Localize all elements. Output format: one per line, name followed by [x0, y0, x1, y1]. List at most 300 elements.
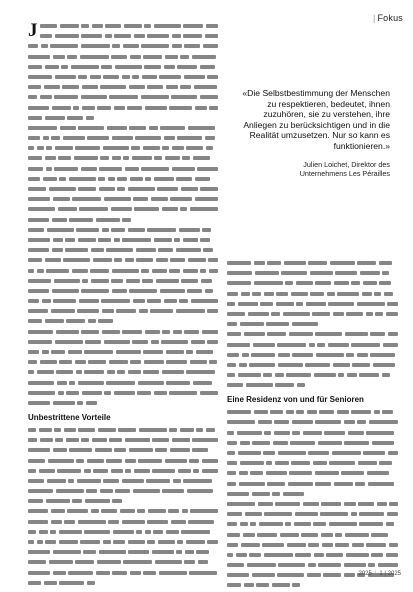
word-glyph: [143, 370, 159, 374]
word-glyph: [28, 350, 39, 354]
word-glyph: [200, 238, 210, 242]
word-glyph: [227, 573, 249, 577]
word-glyph: [191, 340, 205, 344]
word-glyph: [59, 540, 78, 544]
text-line: [227, 381, 398, 389]
word-glyph: [68, 350, 82, 354]
word-glyph: [28, 469, 36, 473]
word-glyph: [139, 428, 167, 432]
word-glyph: [28, 391, 55, 395]
word-glyph: [52, 248, 63, 252]
word-glyph: [63, 136, 85, 140]
word-glyph: [86, 489, 97, 493]
word-glyph: [307, 573, 321, 577]
word-glyph: [28, 530, 36, 534]
word-glyph: [72, 197, 101, 201]
text-line: [227, 439, 398, 447]
word-glyph: [66, 438, 79, 442]
word-glyph: [77, 401, 83, 405]
word-glyph: [260, 302, 273, 306]
word-glyph: [209, 269, 218, 273]
word-glyph: [159, 571, 187, 575]
word-glyph: [188, 126, 215, 130]
word-glyph: [53, 55, 65, 59]
word-glyph: [114, 258, 122, 262]
word-glyph: [81, 438, 89, 442]
text-line: [28, 256, 218, 264]
word-glyph: [190, 207, 219, 211]
word-glyph: [315, 482, 331, 486]
word-glyph: [227, 373, 235, 377]
text-line: [28, 426, 218, 434]
word-glyph: [28, 167, 43, 171]
text-line: [28, 317, 218, 325]
word-glyph: [319, 410, 334, 414]
word-glyph: [329, 522, 357, 526]
word-glyph: [141, 95, 169, 99]
word-glyph: [143, 146, 160, 150]
word-glyph: [69, 218, 93, 222]
word-glyph: [227, 461, 237, 465]
word-glyph: [147, 520, 168, 524]
word-glyph: [125, 438, 150, 442]
body-text-block: [28, 22, 218, 407]
word-glyph: [255, 271, 279, 275]
word-glyph: [187, 489, 213, 493]
word-glyph: [28, 146, 34, 150]
word-glyph: [131, 146, 140, 150]
word-glyph: [315, 420, 341, 424]
word-glyph: [103, 75, 119, 79]
word-glyph: [310, 271, 333, 275]
word-glyph: [176, 550, 182, 554]
word-glyph: [105, 24, 121, 28]
word-glyph: [53, 197, 70, 201]
word-glyph: [296, 410, 304, 414]
word-glyph: [248, 312, 269, 316]
word-glyph: [87, 459, 104, 463]
word-glyph: [39, 428, 52, 432]
word-glyph: [122, 218, 131, 222]
text-line: [28, 154, 218, 162]
word-glyph: [321, 502, 341, 506]
text-line: [28, 467, 218, 475]
word-glyph: [227, 302, 235, 306]
word-glyph: [362, 292, 372, 296]
word-glyph: [227, 410, 251, 414]
word-glyph: [123, 560, 152, 564]
text-line: [28, 22, 218, 30]
word-glyph: [227, 281, 251, 285]
word-glyph: [309, 343, 315, 347]
word-glyph: [155, 560, 182, 564]
word-glyph: [296, 302, 303, 306]
word-glyph: [97, 106, 111, 110]
word-glyph: [49, 560, 73, 564]
word-glyph: [181, 279, 198, 283]
word-glyph: [104, 340, 130, 344]
word-glyph: [159, 75, 181, 79]
word-glyph: [141, 167, 169, 171]
word-glyph: [123, 44, 139, 48]
word-glyph: [386, 553, 399, 557]
word-glyph: [37, 370, 54, 374]
word-glyph: [122, 520, 145, 524]
word-glyph: [128, 228, 145, 232]
word-glyph: [370, 332, 385, 336]
text-line: [227, 408, 398, 416]
word-glyph: [53, 299, 76, 303]
word-glyph: [267, 482, 285, 486]
word-glyph: [308, 451, 329, 455]
word-glyph: [383, 343, 399, 347]
word-glyph: [264, 292, 274, 296]
word-glyph: [78, 75, 87, 79]
word-glyph: [28, 116, 42, 120]
word-glyph: [238, 451, 261, 455]
word-glyph: [132, 156, 152, 160]
word-glyph: [46, 146, 52, 150]
text-line: [28, 518, 218, 526]
word-glyph: [181, 530, 210, 534]
word-glyph: [53, 571, 66, 575]
word-glyph: [129, 85, 145, 89]
word-glyph: [183, 269, 198, 273]
word-glyph: [316, 353, 344, 357]
word-glyph: [114, 106, 125, 110]
word-glyph: [75, 560, 94, 564]
word-glyph: [186, 540, 205, 544]
word-glyph: [28, 520, 48, 524]
text-line: [227, 351, 398, 359]
word-glyph: [283, 492, 305, 496]
word-glyph: [291, 292, 308, 296]
word-glyph: [189, 571, 217, 575]
word-glyph: [278, 363, 303, 367]
word-glyph: [28, 106, 49, 110]
text-line: [28, 338, 218, 346]
word-glyph: [40, 95, 52, 99]
word-glyph: [241, 543, 260, 547]
word-glyph: [145, 330, 160, 334]
word-glyph: [69, 448, 92, 452]
word-glyph: [382, 271, 389, 275]
word-glyph: [200, 65, 215, 69]
word-glyph: [333, 312, 344, 316]
word-glyph: [108, 177, 115, 181]
word-glyph: [60, 24, 79, 28]
word-glyph: [58, 156, 71, 160]
word-glyph: [59, 581, 84, 585]
word-glyph: [84, 469, 91, 473]
word-glyph: [292, 353, 313, 357]
word-glyph: [28, 197, 50, 201]
word-glyph: [178, 469, 191, 473]
word-glyph: [100, 85, 126, 89]
word-glyph: [137, 509, 145, 513]
word-glyph: [28, 136, 40, 140]
word-glyph: [243, 533, 255, 537]
word-glyph: [200, 391, 219, 395]
word-glyph: [162, 489, 184, 493]
word-glyph: [180, 85, 191, 89]
word-glyph: [40, 360, 57, 364]
word-glyph: [170, 258, 185, 262]
text-line: [28, 389, 218, 397]
word-glyph: [341, 471, 364, 475]
word-glyph: [227, 431, 234, 435]
word-glyph: [239, 482, 265, 486]
word-glyph: [263, 373, 272, 377]
word-glyph: [135, 136, 161, 140]
word-glyph: [109, 360, 128, 364]
word-glyph: [50, 530, 56, 534]
word-glyph: [313, 461, 327, 465]
word-glyph: [292, 322, 318, 326]
word-glyph: [88, 319, 96, 323]
word-glyph: [266, 461, 272, 465]
word-glyph: [82, 85, 98, 89]
word-glyph: [81, 44, 110, 48]
word-glyph: [147, 540, 155, 544]
word-glyph: [160, 126, 185, 130]
word-glyph: [227, 261, 251, 265]
word-glyph: [276, 302, 294, 306]
word-glyph: [202, 469, 219, 473]
word-glyph: [28, 340, 52, 344]
word-glyph: [58, 207, 77, 211]
text-line: [28, 348, 218, 356]
word-glyph: [40, 34, 52, 38]
text-line: [28, 114, 218, 122]
word-glyph: [28, 401, 50, 405]
word-glyph: [250, 471, 263, 475]
word-glyph: [176, 177, 192, 181]
word-glyph: [78, 126, 104, 130]
word-glyph: [274, 431, 290, 435]
word-glyph: [42, 299, 51, 303]
word-glyph: [374, 410, 380, 414]
word-glyph: [128, 370, 141, 374]
word-glyph: [296, 281, 313, 285]
word-glyph: [145, 177, 151, 181]
text-line: [227, 341, 398, 349]
word-glyph: [180, 55, 189, 59]
word-glyph: [81, 289, 109, 293]
word-glyph: [277, 573, 304, 577]
word-glyph: [128, 187, 155, 191]
word-glyph: [56, 370, 73, 374]
word-glyph: [132, 75, 139, 79]
word-glyph: [305, 363, 330, 367]
word-glyph: [158, 540, 175, 544]
text-line: [28, 477, 218, 485]
word-glyph: [50, 44, 78, 48]
word-glyph: [289, 471, 312, 475]
word-glyph: [285, 281, 293, 285]
word-glyph: [98, 238, 111, 242]
word-glyph: [44, 85, 60, 89]
word-glyph: [28, 540, 34, 544]
word-glyph: [227, 553, 233, 557]
word-glyph: [387, 302, 398, 306]
word-glyph: [161, 340, 188, 344]
word-glyph: [112, 269, 139, 273]
text-line: [227, 279, 398, 287]
word-glyph: [120, 509, 135, 513]
word-glyph: [28, 65, 42, 69]
word-glyph: [130, 55, 141, 59]
word-glyph: [99, 550, 126, 554]
word-glyph: [176, 309, 205, 313]
word-glyph: [389, 502, 398, 506]
text-line: [28, 558, 218, 566]
word-glyph: [125, 459, 136, 463]
word-glyph: [245, 512, 262, 516]
word-glyph: [162, 370, 184, 374]
word-glyph: [136, 248, 156, 252]
word-glyph: [125, 469, 131, 473]
word-glyph: [303, 431, 322, 435]
word-glyph: [114, 238, 120, 242]
word-glyph: [156, 279, 179, 283]
word-glyph: [264, 431, 271, 435]
word-glyph: [28, 381, 54, 385]
word-glyph: [191, 299, 219, 303]
word-glyph: [370, 353, 395, 357]
word-glyph: [321, 533, 333, 537]
word-glyph: [80, 55, 109, 59]
word-glyph: [285, 522, 291, 526]
word-glyph: [275, 373, 284, 377]
word-glyph: [81, 95, 107, 99]
word-glyph: [73, 106, 79, 110]
word-glyph: [200, 187, 218, 191]
word-glyph: [67, 116, 83, 120]
word-glyph: [257, 533, 277, 537]
word-glyph: [141, 269, 149, 273]
text-line: [28, 457, 218, 465]
word-glyph: [130, 360, 141, 364]
text-line: [227, 581, 398, 589]
word-glyph: [344, 420, 355, 424]
word-glyph: [138, 459, 162, 463]
text-line: [227, 490, 398, 498]
word-glyph: [227, 343, 250, 347]
word-glyph: [344, 502, 356, 506]
word-glyph: [266, 471, 287, 475]
word-glyph: [45, 116, 65, 120]
word-glyph: [264, 512, 292, 516]
word-glyph: [146, 479, 170, 483]
text-line: [28, 297, 218, 305]
word-glyph: [337, 410, 349, 414]
text-line: [28, 175, 218, 183]
word-glyph: [379, 461, 392, 465]
word-glyph: [334, 281, 349, 285]
word-glyph: [45, 258, 61, 262]
word-glyph: [359, 522, 383, 526]
word-glyph: [51, 309, 75, 313]
word-glyph: [359, 373, 379, 377]
word-glyph: [360, 271, 380, 275]
word-glyph: [117, 187, 125, 191]
word-glyph: [154, 177, 174, 181]
text-line: [28, 368, 218, 376]
word-glyph: [315, 281, 331, 285]
word-glyph: [262, 543, 284, 547]
word-glyph: [366, 431, 394, 435]
word-glyph: [352, 543, 364, 547]
word-glyph: [207, 540, 218, 544]
word-glyph: [278, 563, 305, 567]
word-glyph: [78, 238, 96, 242]
word-glyph: [181, 187, 198, 191]
word-glyph: [351, 410, 371, 414]
word-glyph: [164, 136, 175, 140]
word-glyph: [172, 438, 190, 442]
left-column: [28, 22, 218, 589]
word-glyph: [108, 520, 119, 524]
word-glyph: [107, 126, 127, 130]
word-glyph: [171, 520, 186, 524]
word-glyph: [162, 330, 170, 334]
word-glyph: [192, 448, 208, 452]
word-glyph: [68, 571, 93, 575]
word-glyph: [96, 218, 120, 222]
subheading: Eine Residenz von und für Senioren: [227, 395, 364, 405]
word-glyph: [129, 126, 146, 130]
text-line: [28, 42, 218, 50]
word-glyph: [112, 156, 121, 160]
word-glyph: [241, 292, 250, 296]
word-glyph: [205, 34, 219, 38]
word-glyph: [240, 461, 264, 465]
word-glyph: [114, 391, 135, 395]
word-glyph: [272, 492, 280, 496]
word-glyph: [122, 75, 130, 79]
word-glyph: [252, 292, 261, 296]
word-glyph: [28, 448, 50, 452]
word-glyph: [65, 248, 88, 252]
word-glyph: [346, 312, 363, 316]
word-glyph: [54, 279, 80, 283]
word-glyph: [106, 459, 122, 463]
word-glyph: [363, 451, 385, 455]
word-glyph: [98, 319, 113, 323]
word-glyph: [109, 438, 122, 442]
word-glyph: [378, 563, 399, 567]
word-glyph: [90, 75, 101, 79]
word-glyph: [190, 509, 218, 513]
section-label: [373, 13, 403, 23]
word-glyph: [315, 471, 339, 475]
word-glyph: [267, 332, 286, 336]
word-glyph: [28, 55, 50, 59]
word-glyph: [344, 563, 366, 567]
word-glyph: [46, 167, 52, 171]
word-glyph: [55, 34, 79, 38]
word-glyph: [28, 560, 46, 564]
pull-quote: [238, 88, 390, 178]
word-glyph: [28, 269, 34, 273]
word-glyph: [246, 383, 273, 387]
word-glyph: [227, 512, 242, 516]
word-glyph: [351, 281, 360, 285]
word-glyph: [82, 106, 95, 110]
word-glyph: [270, 410, 283, 414]
word-glyph: [207, 309, 218, 313]
